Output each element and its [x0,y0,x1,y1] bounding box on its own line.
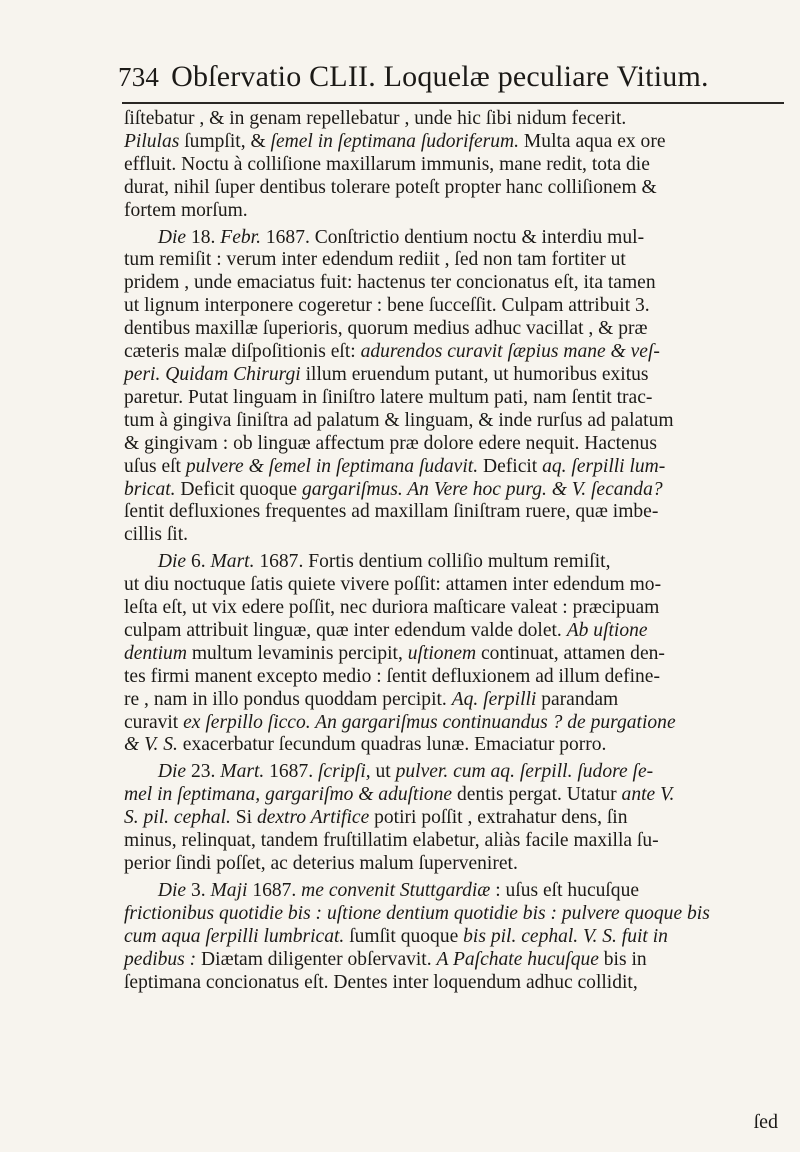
roman-text: leſta eſt, ut vix edere poſſit, nec duriora maſticare valeat : præcipuam [124,597,660,619]
roman-text: tum à gingiva ſiniſtra ad palatum & linguam, & inde rurſus ad palatum [124,409,674,431]
italic-text: S. pil. cephal. [124,807,231,829]
roman-text: ut [370,761,396,783]
italic-text: bricat. [124,478,176,500]
italic-text: Die [157,226,187,248]
text-line [124,734,780,757]
text-line [124,830,780,853]
text-line [124,712,780,735]
italic-text: gargariſmus. An Vere hoc purg. & V. ſecanda? [301,478,663,500]
text-line [124,501,780,524]
text-line [124,108,780,131]
roman-text: ſentit defluxiones frequentes ad maxillam ſiniſtram ruere, quæ imbe- [124,501,659,523]
text-line [124,807,780,830]
italic-text: ante V. [621,784,675,806]
italic-text: me convenit Stuttgardiæ [301,879,491,901]
roman-text: Diætam diligenter obſervavit. [196,948,437,970]
italic-text: Die [157,761,187,783]
text-line [124,177,780,200]
roman-text: Deficit [478,455,543,477]
roman-text: effluit. Noctu à colliſione maxillarum immunis, mane redit, tota die [124,153,650,175]
roman-text: curavit [124,711,184,733]
text-line [124,784,780,807]
running-title: Obſervatio CLII. Loquelæ peculiare Vitium. [171,60,709,93]
text-line [124,410,780,433]
roman-text: potiri poſſit , extrahatur dens, ſin [369,807,628,829]
roman-text: uſus eſt [124,455,186,477]
roman-text: 18. [186,226,221,248]
roman-text: continuat, attamen den- [476,642,665,664]
text-line [124,387,780,410]
italic-text: Mart. [210,551,255,573]
italic-text: aq. ſerpilli lum- [542,455,666,477]
roman-text: 23. [186,761,221,783]
italic-text: Die [157,551,187,573]
text-line [124,200,780,223]
italic-text: peri. Quidam Chirurgi [124,363,301,385]
roman-text: : uſus eſt hucuſque [490,879,640,901]
italic-text: pedibus : [124,948,197,970]
roman-text: multum levaminis percipit, [186,642,408,664]
text-line [124,249,780,272]
text-line [124,574,780,597]
roman-text: 1687. [264,761,318,783]
roman-text: bis in [598,948,647,970]
text-line [124,272,780,295]
roman-text: cillis ſit. [124,524,189,546]
roman-text: exacerbatur ſecundum quadras lunæ. Emaciatur porro. [177,734,607,756]
paragraph [124,551,782,757]
roman-text: & gingivam : ob linguæ affectum præ dolore edere nequit. Hactenus [124,432,657,454]
roman-text: pridem , unde emaciatus fuit: hactenus ter concionatus eſt, ita tamen [124,272,656,294]
italic-text: Maji [210,879,248,901]
text-line [124,364,780,387]
text-line [124,597,780,620]
text-line [124,295,780,318]
italic-text: bis pil. cephal. V. S. fuit in [463,925,668,947]
italic-text: Febr. [220,226,262,248]
paragraph [124,108,782,223]
roman-text: illum eruendum putant, ut humoribus exitus [300,363,649,385]
italic-text: Pilulas [124,130,180,152]
paragraph [124,880,782,995]
roman-text: 1687. [247,879,302,901]
italic-text: Aq. ſerpilli [451,688,537,710]
roman-text: ut diu noctuque ſatis quiete vivere poſſit: attamen inter edendum mo- [124,574,662,596]
italic-text: Mart. [220,761,265,783]
italic-text: ſcripſi, [317,761,371,783]
roman-text: Si [230,807,257,829]
header-rule [122,102,784,104]
catchword: ſed [753,1111,778,1133]
text-line [124,903,780,926]
italic-text: adurendos curavit ſæpius mane & veſ- [360,341,660,363]
italic-text: dentium [124,642,187,664]
page-header [118,60,778,94]
roman-text: re , nam in illo pondus quoddam percipit. [124,688,452,710]
roman-text: ſumſit quoque [344,925,464,947]
italic-text: mel in ſeptimana, gargariſmo & aduſtione [124,784,453,806]
roman-text: ſumpſit, & [179,130,271,152]
roman-text: Deficit quoque [175,478,302,500]
text-line [124,853,780,876]
roman-text: dentibus maxillæ ſuperioris, quorum medius adhuc vacillat , & præ [124,318,648,340]
paragraph [124,227,782,548]
roman-text: culpam attribuit linguæ, quæ inter edendum valde dolet. [124,619,567,641]
italic-text: pulver. cum aq. ſerpill. ſudore ſe- [395,761,654,783]
roman-text: 3. [186,879,211,901]
roman-text: parandam [536,688,619,710]
text-line [124,643,780,666]
text-line [124,689,780,712]
text-line [124,524,780,547]
roman-text: ut lignum interponere cogeretur : bene ſucceſſit. Culpam attribuit 3. [124,295,650,317]
roman-text: tes firmi manent excepto medio : ſentit defluxionem ad illum define- [124,665,660,687]
italic-text: ex ſerpillo ſicco. An gargariſmus continuandus ? de purgatione [183,711,676,733]
roman-text: 6. [186,551,211,573]
paragraph [124,761,782,876]
italic-text: ſemel in ſeptimana ſudoriferum. [270,130,520,152]
roman-text: paretur. Putat linguam in ſiniſtro latere multum pati, nam ſentit trac- [124,386,653,408]
text-line [124,131,780,154]
roman-text: 1687. Conſtrictio dentium noctu & interdiu mul- [261,226,645,248]
roman-text: ſiſtebatur , & in genam repellebatur , unde hic ſibi nidum fecerit. [124,108,627,129]
text-line [124,761,780,784]
italic-text: pulvere & ſemel in ſeptimana ſudavit. [185,455,479,477]
text-line [124,433,780,456]
roman-text: perior ſindi poſſet, ac deterius malum ſuperveniret. [124,853,518,874]
italic-text: uſtionem [407,642,477,664]
text-line [124,456,780,479]
page-number: 734 [118,62,160,92]
text-line [124,926,780,949]
roman-text: 1687. Fortis dentium colliſio multum remiſit, [254,551,611,573]
text-line [124,479,780,502]
italic-text: cum aqua ſerpilli lumbricat. [124,925,345,947]
text-line [124,972,780,995]
text-line [124,880,780,903]
text-line [124,949,780,972]
italic-text: Die [157,879,187,901]
text-body [124,108,782,998]
text-line [124,341,780,364]
roman-text: ſeptimana concionatus eſt. Dentes inter loquendum adhuc collidit, [124,971,638,993]
roman-text: dentis pergat. Utatur [452,784,622,806]
roman-text: Multa aqua ex ore [519,130,666,152]
text-line [124,551,780,574]
roman-text: minus, relinquat, tandem fruſtillatim elabetur, aliàs facile maxilla ſu- [124,830,659,852]
italic-text: frictionibus quotidie bis : uſtione dentium quotidie bis : pulvere quoque bis [124,902,710,924]
text-line [124,620,780,643]
roman-text: fortem morſum. [124,199,248,221]
text-line [124,227,780,250]
text-line [124,318,780,341]
roman-text: tum remiſit : verum inter edendum rediit , ſed non tam fortiter ut [124,249,626,271]
italic-text: Ab uſtione [566,619,648,641]
italic-text: dextro Artifice [256,807,370,829]
italic-text: & V. S. [124,734,178,756]
italic-text: A Paſchate hucuſque [436,948,599,970]
text-line [124,154,780,177]
text-line [124,666,780,689]
roman-text: durat, nihil ſuper dentibus tolerare poteſt propter hanc colliſionem & [124,176,657,198]
roman-text: cæteris malæ diſpoſitionis eſt: [124,341,361,363]
